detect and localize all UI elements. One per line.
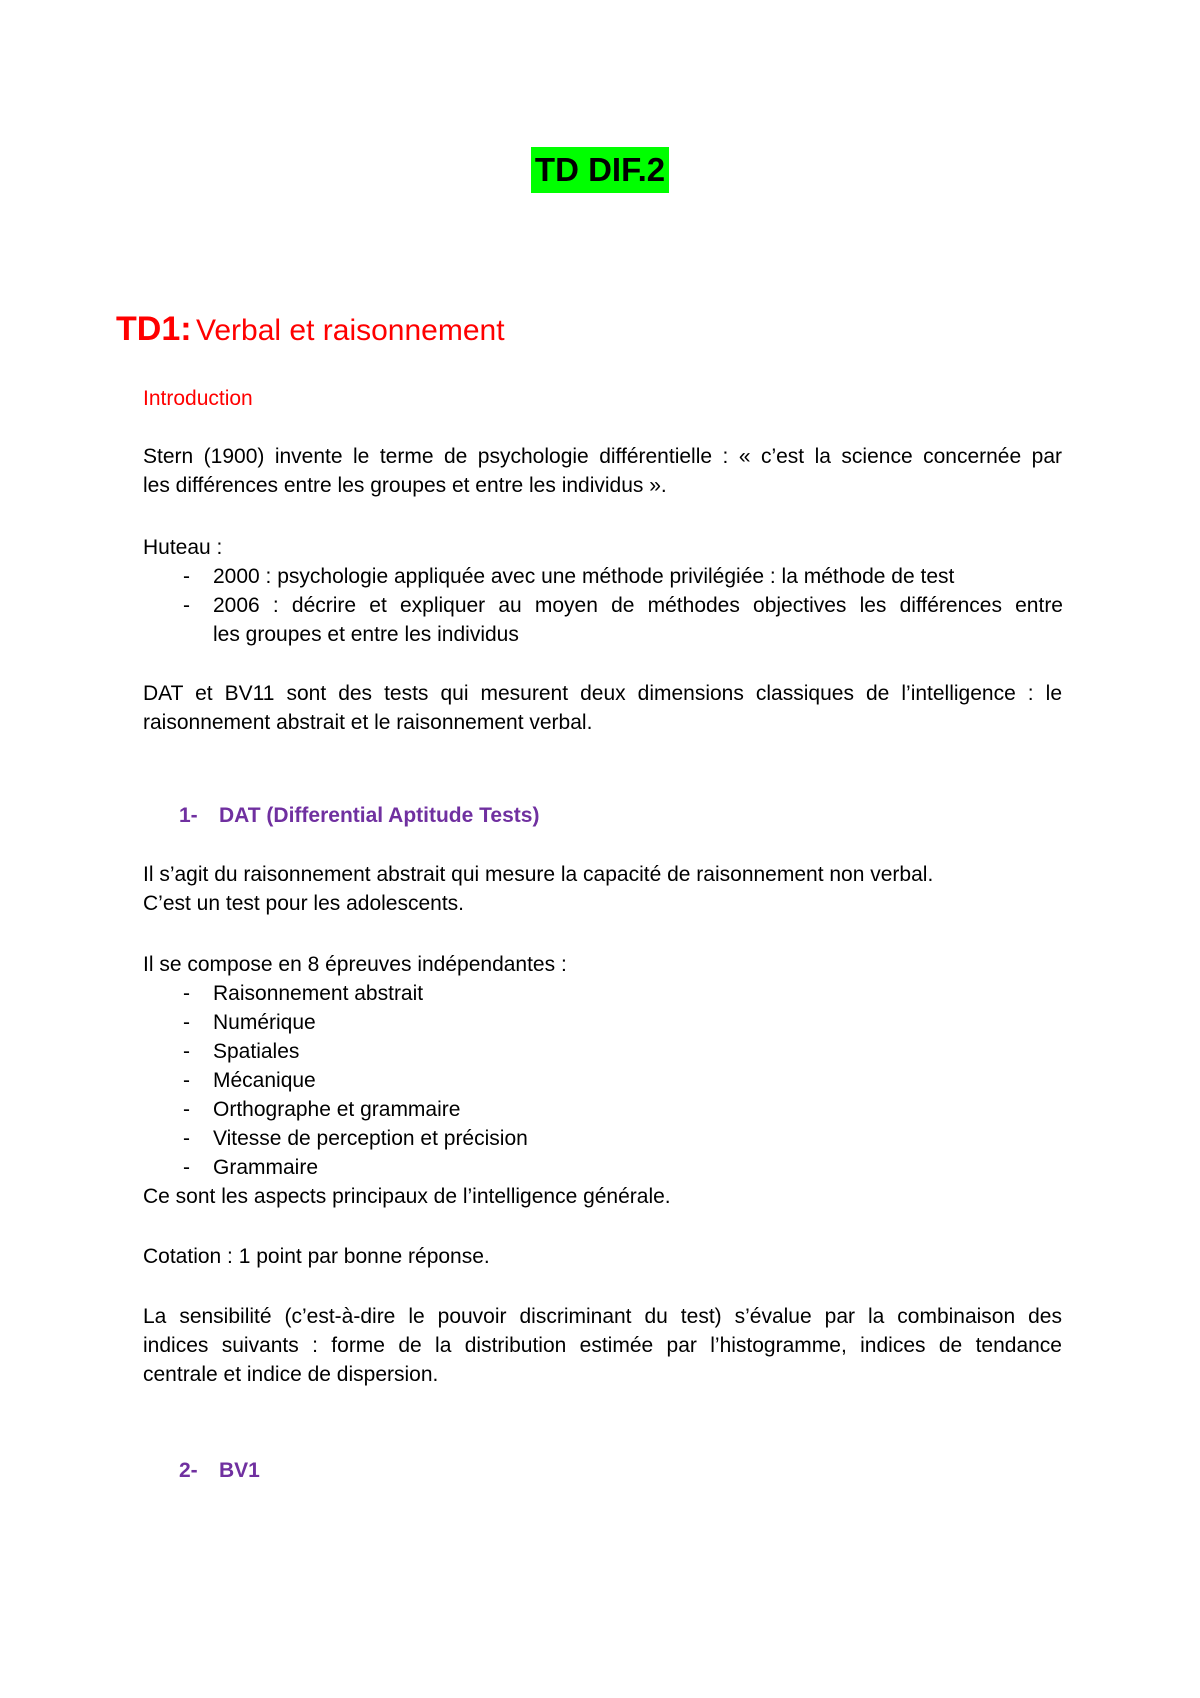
list-dash: - (183, 1156, 190, 1179)
list-item (183, 1008, 783, 1037)
title-container (0, 147, 1200, 193)
section1-p1-line2: C’est un test pour les adolescents. (143, 892, 465, 915)
list-item-text: Vitesse de perception et précision (213, 1127, 528, 1150)
list-item (183, 1095, 783, 1124)
stern-paragraph-line1: Stern (1900) invente le terme de psychologie différentielle : « c’est la science concernée par (143, 445, 1062, 468)
document-title: TD DIF.2 (531, 147, 669, 193)
dat-bv-paragraph-line1: DAT et BV11 sont des tests qui mesurent deux dimensions classiques de l’intelligence : le (143, 682, 1062, 705)
list-dash: - (183, 1069, 190, 1092)
section1-title: DAT (Differential Aptitude Tests) (219, 804, 540, 827)
section1-heading (179, 801, 539, 830)
aspects-sentence: Ce sont les aspects principaux de l’intelligence générale. (143, 1185, 671, 1208)
list-item (183, 562, 1063, 591)
list-item (183, 1037, 783, 1066)
list-item (183, 1153, 783, 1182)
list-item (183, 1124, 783, 1153)
section1-p1-line1: Il s’agit du raisonnement abstrait qui mesure la capacité de raisonnement non verbal. (143, 863, 934, 886)
list-dash: - (183, 1098, 190, 1121)
sensibility-line3: centrale et indice de dispersion. (143, 1363, 439, 1386)
td1-subtitle: Verbal et raisonnement (196, 314, 505, 347)
td1-heading (116, 310, 505, 349)
list-item-text: Orthographe et grammaire (213, 1098, 461, 1121)
tests-list (183, 979, 783, 1182)
stern-paragraph-line2: les différences entre les groupes et entre les individus ». (143, 474, 667, 497)
list-dash: - (183, 565, 190, 588)
huteau-list (183, 562, 1063, 649)
list-item-text: Grammaire (213, 1156, 319, 1179)
sensibility-line2: indices suivants : forme de la distribution estimée par l’histogramme, indices de tendance (143, 1334, 1062, 1357)
list-dash: - (183, 594, 190, 617)
list-item-text: Mécanique (213, 1069, 316, 1092)
section1-number: 1- (179, 804, 198, 827)
huteau-label: Huteau : (143, 536, 223, 559)
list-item-text: Raisonnement abstrait (213, 982, 424, 1005)
list-item-text-line2: les groupes et entre les individus (213, 623, 519, 646)
list-item-text: Spatiales (213, 1040, 300, 1063)
list-dash: - (183, 1040, 190, 1063)
list-dash: - (183, 982, 190, 1005)
dat-bv-paragraph-line2: raisonnement abstrait et le raisonnement verbal. (143, 711, 593, 734)
section2-heading (179, 1456, 260, 1485)
cotation-sentence: Cotation : 1 point par bonne réponse. (143, 1245, 490, 1268)
introduction-heading: Introduction (143, 387, 253, 410)
list-dash: - (183, 1127, 190, 1150)
list-item-text: Numérique (213, 1011, 316, 1034)
sensibility-line1: La sensibilité (c’est-à-dire le pouvoir discriminant du test) s’évalue par la combinaison des (143, 1305, 1062, 1328)
list-item-text: 2000 : psychologie appliquée avec une méthode privilégiée : la méthode de test (213, 565, 955, 588)
list-item-text-line1: 2006 : décrire et expliquer au moyen de méthodes objectives les différences entre (213, 594, 1063, 617)
list-item (183, 979, 783, 1008)
compose-intro: Il se compose en 8 épreuves indépendantes : (143, 953, 567, 976)
section2-number: 2- (179, 1459, 198, 1482)
list-item (183, 1066, 783, 1095)
section2-title: BV1 (219, 1459, 260, 1482)
list-item (183, 591, 1063, 649)
td1-label: TD1: (116, 310, 192, 348)
list-dash: - (183, 1011, 190, 1034)
